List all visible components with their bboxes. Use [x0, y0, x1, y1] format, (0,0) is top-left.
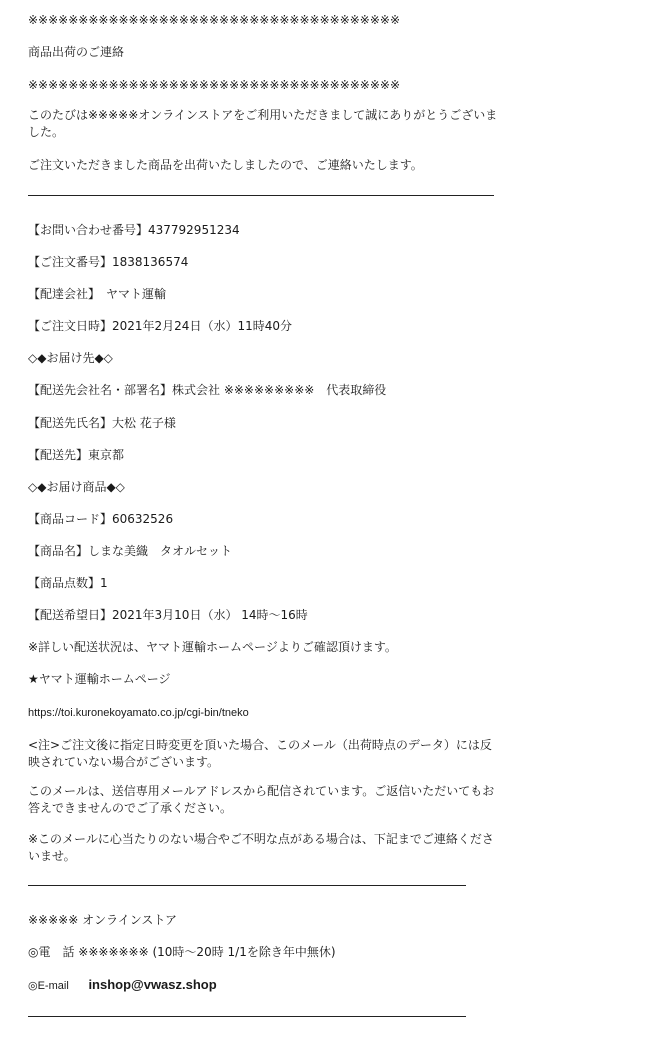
- product-code: 【商品コード】60632526: [28, 512, 174, 526]
- store-phone: ◎電 話 ※※※※※※※ (10時〜20時 1/1を除き年中無休): [28, 945, 336, 959]
- email-label: ◎E-mail: [28, 980, 69, 992]
- store-name: ※※※※※ オンラインストア: [28, 913, 178, 927]
- intro-paragraph: このたびは※※※※※オンラインストアをご利用いただきまして誠にありがとうございました。: [28, 108, 498, 139]
- email-subject: 商品出荷のご連絡: [28, 45, 125, 59]
- divider-top: [28, 195, 494, 196]
- product-name: 【商品名】しまな美織 タオルセット: [28, 544, 233, 558]
- note-contact: ※このメールに心当たりのない場合やご不明な点がある場合は、下記までご連絡くださいませ。: [28, 832, 494, 863]
- header-stars-bottom: ※※※※※※※※※※※※※※※※※※※※※※※※※※※※※※※※※※※※※: [28, 78, 401, 92]
- recipient-name: 【配送先氏名】大松 花子様: [28, 416, 176, 430]
- tracking-link[interactable]: https://toi.kuronekoyamato.co.jp/cgi-bin/tneko: [28, 707, 249, 719]
- store-email-row: [28, 977, 217, 994]
- destination-heading: ◇◆お届け先◆◇: [28, 351, 113, 365]
- carrier: 【配達会社】 ヤマト運輸: [28, 287, 167, 301]
- email-link[interactable]: inshop@vwasz.shop: [88, 977, 217, 992]
- divider-middle: [28, 885, 466, 886]
- shipping-notice: ご注文いただきました商品を出荷いたしましたので、ご連絡いたします。: [28, 158, 423, 172]
- recipient-address: 【配送先】東京都: [28, 448, 125, 462]
- product-heading: ◇◆お届け商品◆◇: [28, 480, 125, 494]
- tracking-note: ※詳しい配送状況は、ヤマト運輸ホームページよりご確認頂けます。: [28, 640, 397, 654]
- delivery-request: 【配送希望日】2021年3月10日（水） 14時〜16時: [28, 608, 308, 622]
- tracking-homepage-label: ★ヤマト運輸ホームページ: [28, 672, 171, 686]
- product-quantity: 【商品点数】1: [28, 576, 108, 590]
- order-datetime: 【ご注文日時】2021年2月24日（水）11時40分: [28, 319, 292, 333]
- note-change: <注>ご注文後に指定日時変更を頂いた場合、このメール（出荷時点のデータ）には反映されていない場合がございます。: [28, 738, 492, 769]
- inquiry-number: 【お問い合わせ番号】437792951234: [28, 223, 240, 237]
- recipient-company: 【配送先会社名・部署名】株式会社 ※※※※※※※※※ 代表取締役: [28, 383, 387, 397]
- note-no-reply: このメールは、送信専用メールアドレスから配信されています。ご返信いただいてもお答えできませんのでご了承ください。: [28, 784, 495, 815]
- order-number: 【ご注文番号】1838136574: [28, 255, 189, 269]
- divider-bottom: [28, 1016, 466, 1017]
- header-stars-top: ※※※※※※※※※※※※※※※※※※※※※※※※※※※※※※※※※※※※※: [28, 13, 401, 27]
